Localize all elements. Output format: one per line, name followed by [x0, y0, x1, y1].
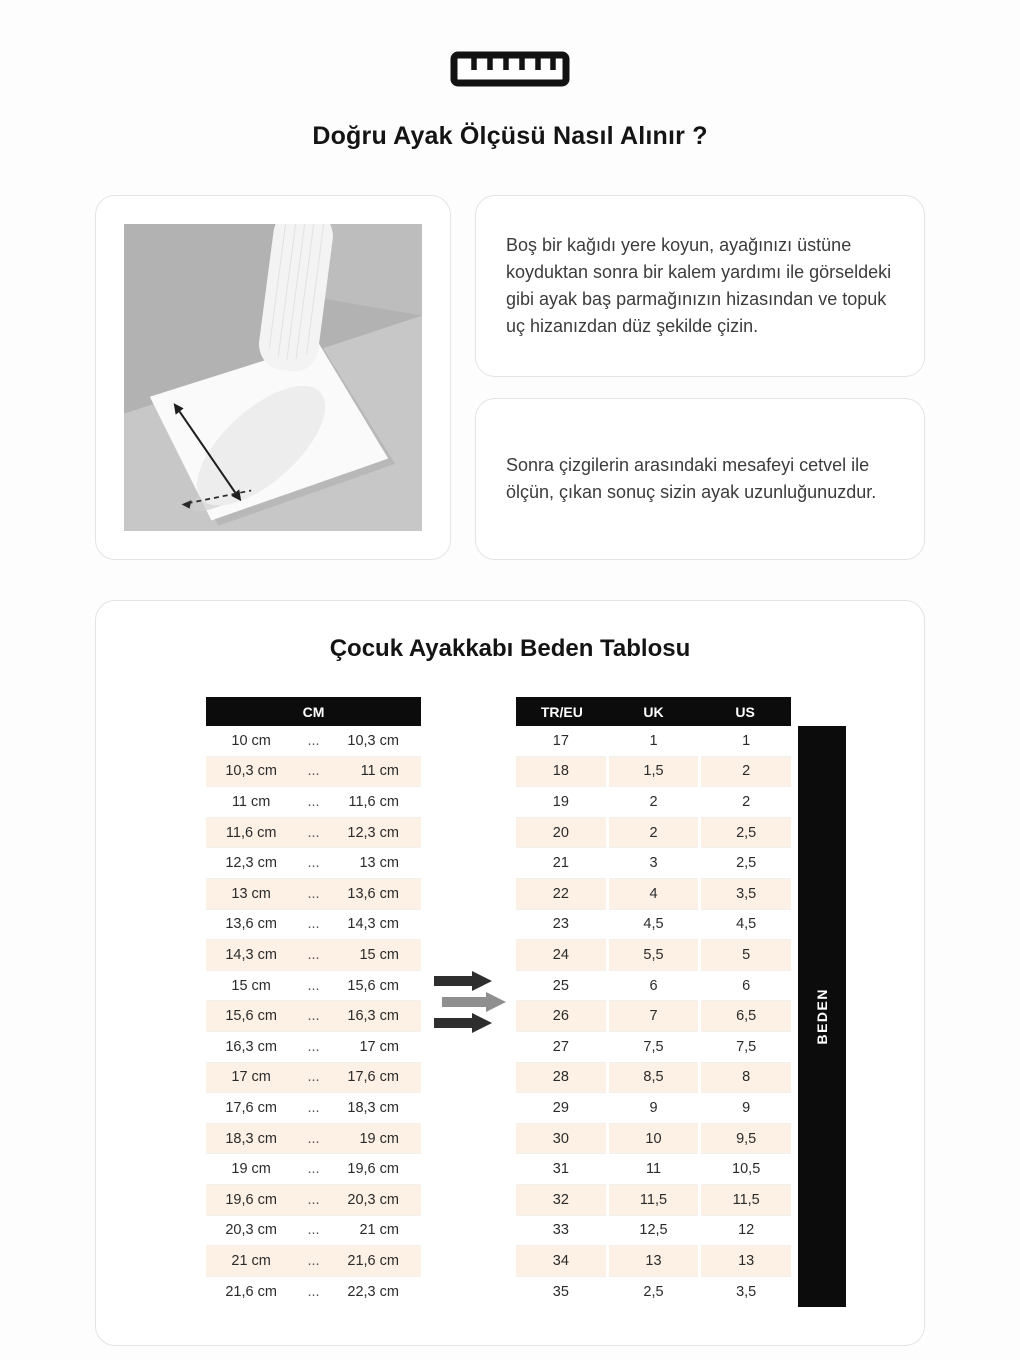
tr-eu-value: 26: [516, 1001, 606, 1032]
us-value: 9: [701, 1093, 791, 1124]
uk-value: 2: [609, 787, 699, 818]
instruction-steps: [475, 195, 925, 560]
tr-eu-value: 33: [516, 1216, 606, 1247]
range-dots: ...: [307, 855, 320, 872]
cm-to-value: 17 cm: [359, 1038, 399, 1055]
table-row: [206, 940, 421, 971]
us-value: 12: [701, 1216, 791, 1247]
table-row: [516, 1124, 791, 1155]
page-title: Doğru Ayak Ölçüsü Nasıl Alınır ?: [312, 122, 708, 150]
beden-label: BEDEN: [814, 988, 830, 1045]
table-row: [206, 1093, 421, 1124]
uk-value: 7,5: [609, 1032, 699, 1063]
range-dots: ...: [307, 1283, 320, 1300]
cm-to-value: 19 cm: [359, 1130, 399, 1147]
us-value: 8: [701, 1063, 791, 1094]
table-row: [516, 879, 791, 910]
tr-eu-value: 24: [516, 940, 606, 971]
cm-to-value: 12,3 cm: [347, 824, 399, 841]
cm-from-value: 12,3 cm: [225, 855, 277, 872]
range-dots: ...: [307, 885, 320, 902]
us-value: 6,5: [701, 1001, 791, 1032]
range-dots: ...: [307, 946, 320, 963]
cm-from-value: 21 cm: [231, 1252, 271, 1269]
range-dots: ...: [307, 977, 320, 994]
cm-to-value: 14,3 cm: [347, 916, 399, 933]
cm-from-value: 15,6 cm: [225, 1008, 277, 1025]
tr-eu-value: 27: [516, 1032, 606, 1063]
uk-value: 1: [609, 726, 699, 757]
cm-to-value: 15,6 cm: [347, 977, 399, 994]
instruction-text-2: Sonra çizgilerin arasındaki mesafeyi cetvel ile ölçün, çıkan sonuç sizin ayak uzunluğunuzdur.: [506, 455, 877, 502]
uk-value: 2,5: [643, 1283, 664, 1300]
size-table-body: [516, 726, 791, 1307]
tr-eu-value: 21: [516, 848, 606, 879]
tr-eu-value: 30: [516, 1124, 606, 1155]
us-value: 10,5: [701, 1154, 791, 1185]
uk-value: 12,5: [609, 1216, 699, 1247]
us-value: 7,5: [701, 1032, 791, 1063]
cm-to-value: 21 cm: [359, 1222, 399, 1239]
table-row: [516, 1001, 791, 1032]
range-dots: ...: [307, 763, 320, 780]
tr-eu-value: 25: [516, 971, 606, 1002]
table-row: [206, 971, 421, 1002]
cm-to-value: 13,6 cm: [347, 885, 399, 902]
size-conversion-table: [516, 697, 791, 1307]
table-row: [206, 787, 421, 818]
ruler-icon: [0, 48, 1020, 90]
range-dots: ...: [307, 1161, 320, 1178]
table-row: [206, 848, 421, 879]
range-dots: ...: [307, 1222, 320, 1239]
cm-to-value: 11,6 cm: [348, 793, 399, 810]
cm-table-body: [206, 726, 421, 1307]
range-dots: ...: [307, 1038, 320, 1055]
tr-eu-value: 34: [516, 1246, 606, 1277]
table-row: [206, 910, 421, 941]
cm-to-value: 20,3 cm: [347, 1191, 399, 1208]
tr-eu-value: 29: [516, 1093, 606, 1124]
table-row: [206, 757, 421, 788]
us-value: 3,5: [736, 1283, 757, 1300]
uk-header-label: UK: [643, 703, 664, 720]
range-dots: ...: [307, 1191, 320, 1208]
conversion-arrows-icon: [421, 697, 516, 1307]
tr-eu-value: 20: [516, 818, 606, 849]
tr-eu-value: 35: [552, 1283, 569, 1300]
uk-value: 4: [609, 879, 699, 910]
range-dots: ...: [307, 824, 320, 841]
cm-table-header: [206, 697, 421, 726]
tr-eu-value: 17: [516, 726, 606, 757]
cm-table: [206, 697, 421, 1307]
uk-value: 5,5: [609, 940, 699, 971]
table-row: [516, 1216, 791, 1247]
cm-to-value: 15 cm: [359, 946, 399, 963]
table-row: [516, 1063, 791, 1094]
range-dots: ...: [307, 793, 320, 810]
cm-to-value: 18,3 cm: [347, 1099, 399, 1116]
table-row: [206, 818, 421, 849]
table-row: [206, 1216, 421, 1247]
range-dots: ...: [307, 1252, 320, 1269]
cm-from-value: 13,6 cm: [225, 916, 277, 933]
cm-to-value: 19,6 cm: [347, 1161, 399, 1178]
cm-from-value: 14,3 cm: [225, 946, 277, 963]
cm-to-value: 13 cm: [359, 855, 399, 872]
us-value: 3,5: [701, 879, 791, 910]
table-row: [516, 726, 791, 757]
cm-from-value: 17,6 cm: [225, 1099, 277, 1116]
us-value: 2: [701, 757, 791, 788]
uk-value: 4,5: [609, 910, 699, 941]
size-table-header: [516, 697, 791, 726]
us-value: 11,5: [701, 1185, 791, 1216]
table-row: [516, 1093, 791, 1124]
us-value: 13: [701, 1246, 791, 1277]
uk-value: 2: [609, 818, 699, 849]
table-row: [516, 818, 791, 849]
table-row: [516, 1185, 791, 1216]
table-row: [206, 1124, 421, 1155]
instruction-card-1: [475, 195, 925, 377]
cm-to-value: 22,3 cm: [347, 1283, 399, 1300]
cm-from-value: 10,3 cm: [225, 763, 277, 780]
us-value: 2,5: [701, 848, 791, 879]
size-table-title: Çocuk Ayakkabı Beden Tablosu: [329, 635, 691, 662]
tr-eu-value: 31: [516, 1154, 606, 1185]
tr-eu-value: 32: [516, 1185, 606, 1216]
cm-from-value: 21,6 cm: [225, 1283, 277, 1300]
table-row: [516, 848, 791, 879]
uk-value: 3: [609, 848, 699, 879]
uk-value: 11,5: [609, 1185, 699, 1216]
uk-value: 11: [609, 1154, 699, 1185]
cm-from-value: 17 cm: [231, 1069, 271, 1086]
us-value: 9,5: [701, 1124, 791, 1155]
instruction-text-1: Boş bir kağıdı yere koyun, ayağınızı üstüne koyduktan sonra bir kalem yardımı ile görseldeki gibi ayak baş parmağınızın hizasından ve topuk uç hizanızdan düz şekilde çizin.: [506, 235, 892, 336]
uk-value: 7: [609, 1001, 699, 1032]
cm-from-value: 10 cm: [231, 732, 271, 749]
us-value: 5: [701, 940, 791, 971]
cm-from-value: 11 cm: [231, 793, 271, 810]
table-row: [206, 726, 421, 757]
instruction-card-2: [475, 398, 925, 560]
beden-side-bar: [798, 726, 846, 1307]
tr-eu-header-label: TR/EU: [540, 703, 583, 720]
range-dots: ...: [307, 1130, 320, 1147]
table-row: [516, 1246, 791, 1277]
tr-eu-value: 23: [516, 910, 606, 941]
us-value: 2,5: [701, 818, 791, 849]
table-row: [206, 1032, 421, 1063]
tr-eu-value: 18: [516, 757, 606, 788]
cm-to-value: 11 cm: [360, 763, 399, 780]
size-tables-layout: [96, 697, 924, 1307]
tr-eu-value: 22: [516, 879, 606, 910]
table-row: [516, 910, 791, 941]
uk-value: 8,5: [609, 1063, 699, 1094]
cm-from-value: 13 cm: [231, 885, 271, 902]
table-row: [206, 1063, 421, 1094]
table-row: [206, 1246, 421, 1277]
us-value: 1: [701, 726, 791, 757]
cm-to-value: 21,6 cm: [347, 1252, 399, 1269]
cm-from-value: 19,6 cm: [225, 1191, 277, 1208]
us-value: 4,5: [701, 910, 791, 941]
range-dots: ...: [307, 732, 320, 749]
range-dots: ...: [307, 1008, 320, 1025]
table-row: [516, 757, 791, 788]
cm-from-value: 19 cm: [231, 1161, 271, 1178]
table-row: [206, 1154, 421, 1185]
size-table-card: [95, 600, 925, 1346]
uk-value: 10: [609, 1124, 699, 1155]
table-row: [516, 1032, 791, 1063]
us-value: 6: [701, 971, 791, 1002]
cm-from-value: 11,6 cm: [225, 824, 277, 841]
cm-header-label: CM: [302, 703, 325, 720]
cm-to-value: 10,3 cm: [347, 732, 399, 749]
table-row: [516, 787, 791, 818]
table-row: [516, 1277, 791, 1308]
foot-measurement-photo-card: [95, 195, 451, 560]
uk-value: 6: [609, 971, 699, 1002]
table-row: [516, 940, 791, 971]
table-row: [516, 1154, 791, 1185]
tr-eu-value: 19: [516, 787, 606, 818]
instructions-section: [95, 195, 925, 560]
table-row: [516, 971, 791, 1002]
range-dots: ...: [307, 1069, 320, 1086]
cm-to-value: 16,3 cm: [347, 1008, 399, 1025]
range-dots: ...: [307, 1099, 320, 1116]
table-row: [206, 879, 421, 910]
cm-to-value: 17,6 cm: [347, 1069, 399, 1086]
us-value: 2: [701, 787, 791, 818]
uk-value: 1,5: [609, 757, 699, 788]
cm-from-value: 16,3 cm: [225, 1038, 277, 1055]
table-row: [206, 1277, 421, 1308]
cm-from-value: 20,3 cm: [225, 1222, 277, 1239]
us-header-label: US: [735, 703, 755, 720]
table-row: [206, 1001, 421, 1032]
foot-measurement-photo: [124, 224, 422, 531]
uk-value: 13: [609, 1246, 699, 1277]
tr-eu-value: 28: [516, 1063, 606, 1094]
range-dots: ...: [307, 916, 320, 933]
cm-from-value: 15 cm: [231, 977, 271, 994]
table-row: [206, 1185, 421, 1216]
cm-from-value: 18,3 cm: [225, 1130, 277, 1147]
uk-value: 9: [609, 1093, 699, 1124]
